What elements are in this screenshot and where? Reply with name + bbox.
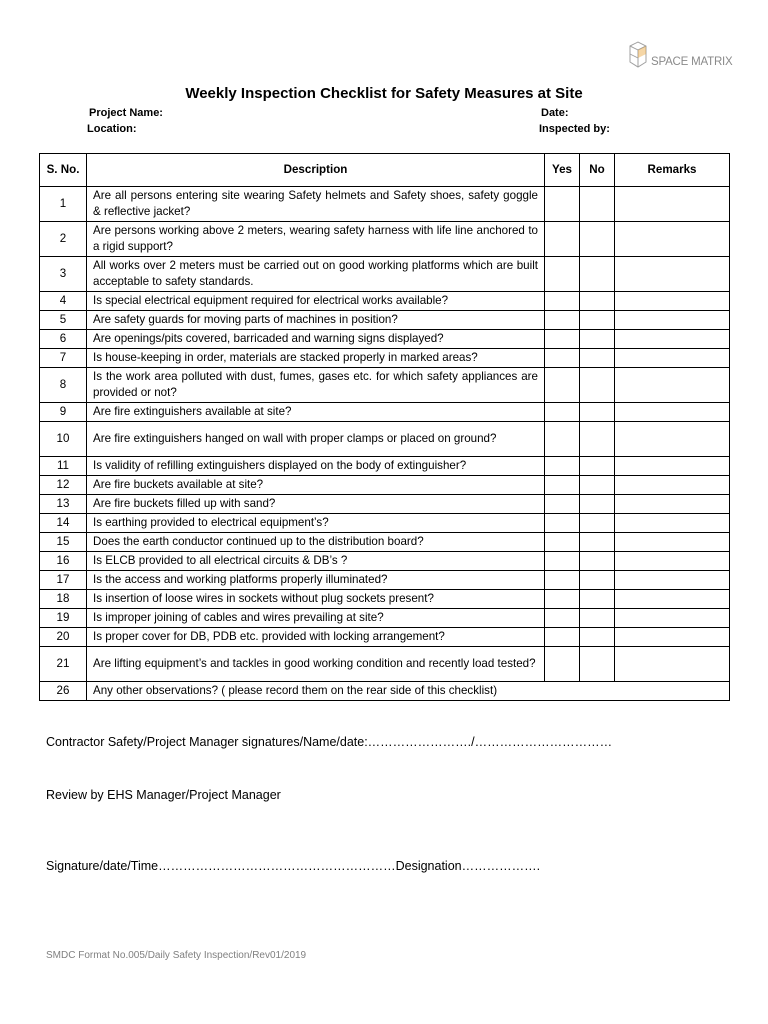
row-number: 21: [40, 647, 87, 682]
row-description: Are openings/pits covered, barricaded and warning signs displayed?: [87, 330, 545, 349]
yes-cell[interactable]: [545, 330, 580, 349]
table-row: [40, 257, 730, 292]
row-description: All works over 2 meters must be carried out on good working platforms which are built acceptable to safety standards.: [87, 257, 545, 292]
table-row: [40, 628, 730, 647]
remarks-cell[interactable]: [615, 403, 730, 422]
no-cell[interactable]: [580, 533, 615, 552]
yes-cell[interactable]: [545, 552, 580, 571]
row-description: Is the access and working platforms properly illuminated?: [87, 571, 545, 590]
table-row: [40, 368, 730, 403]
table-row: [40, 292, 730, 311]
row-number: 7: [40, 349, 87, 368]
table-row: [40, 609, 730, 628]
yes-cell[interactable]: [545, 422, 580, 457]
space-matrix-logo-icon: [627, 40, 649, 70]
table-row: [40, 330, 730, 349]
row-description: Are fire extinguishers hanged on wall with proper clamps or placed on ground?: [87, 422, 545, 457]
remarks-cell[interactable]: [615, 495, 730, 514]
format-footer: SMDC Format No.005/Daily Safety Inspection/Rev01/2019: [46, 950, 307, 961]
yes-cell[interactable]: [545, 403, 580, 422]
table-row: [40, 590, 730, 609]
row-description: Are fire extinguishers available at site?: [87, 403, 545, 422]
row-description: Any other observations? ( please record them on the rear side of this checklist): [87, 682, 730, 701]
remarks-cell[interactable]: [615, 422, 730, 457]
row-number: 9: [40, 403, 87, 422]
row-number: 10: [40, 422, 87, 457]
row-number: 3: [40, 257, 87, 292]
row-description: Are lifting equipment’s and tackles in good working condition and recently load tested?: [87, 647, 545, 682]
table-row: [40, 552, 730, 571]
no-cell[interactable]: [580, 590, 615, 609]
date-label: Date:: [541, 107, 569, 119]
table-row: [40, 403, 730, 422]
page-title: Weekly Inspection Checklist for Safety Measures at Site: [185, 85, 583, 102]
row-number: 5: [40, 311, 87, 330]
contractor-signature-line: Contractor Safety/Project Manager signatures/Name/date:……………………./……………………………: [46, 735, 613, 749]
yes-cell[interactable]: [545, 514, 580, 533]
table-row: [40, 187, 730, 222]
yes-cell[interactable]: [545, 311, 580, 330]
table-row: [40, 222, 730, 257]
row-number: 13: [40, 495, 87, 514]
row-description: Is validity of refilling extinguishers displayed on the body of extinguisher?: [87, 457, 545, 476]
no-cell[interactable]: [580, 476, 615, 495]
yes-cell[interactable]: [545, 628, 580, 647]
row-number: 2: [40, 222, 87, 257]
yes-cell[interactable]: [545, 533, 580, 552]
signature-designation-line: Signature/date/Time…………………………………………………Designation……………….: [46, 859, 541, 873]
table-row: [40, 311, 730, 330]
row-number: 8: [40, 368, 87, 403]
remarks-cell[interactable]: [615, 628, 730, 647]
table-header-row: [40, 154, 730, 187]
no-cell[interactable]: [580, 257, 615, 292]
remarks-cell[interactable]: [615, 349, 730, 368]
table-row: [40, 533, 730, 552]
remarks-cell[interactable]: [615, 292, 730, 311]
no-cell[interactable]: [580, 457, 615, 476]
yes-cell[interactable]: [545, 647, 580, 682]
ehs-review-line: Review by EHS Manager/Project Manager: [46, 788, 281, 802]
table-row: [40, 682, 730, 701]
remarks-cell[interactable]: [615, 590, 730, 609]
no-cell[interactable]: [580, 422, 615, 457]
no-cell[interactable]: [580, 187, 615, 222]
table-row: [40, 495, 730, 514]
no-cell[interactable]: [580, 628, 615, 647]
yes-cell[interactable]: [545, 222, 580, 257]
remarks-cell[interactable]: [615, 222, 730, 257]
no-cell[interactable]: [580, 403, 615, 422]
row-number: 12: [40, 476, 87, 495]
table-row: [40, 349, 730, 368]
row-number: 14: [40, 514, 87, 533]
row-description: Is house-keeping in order, materials are stacked properly in marked areas?: [87, 349, 545, 368]
remarks-cell[interactable]: [615, 368, 730, 403]
remarks-cell[interactable]: [615, 609, 730, 628]
row-description: Is earthing provided to electrical equipment’s?: [87, 514, 545, 533]
yes-cell[interactable]: [545, 476, 580, 495]
yes-cell[interactable]: [545, 571, 580, 590]
row-number: 16: [40, 552, 87, 571]
row-number: 20: [40, 628, 87, 647]
table-row: [40, 476, 730, 495]
row-description: Is the work area polluted with dust, fumes, gases etc. for which safety appliances are provided or not?: [87, 368, 545, 403]
remarks-cell[interactable]: [615, 476, 730, 495]
remarks-cell[interactable]: [615, 311, 730, 330]
remarks-cell[interactable]: [615, 187, 730, 222]
yes-cell[interactable]: [545, 368, 580, 403]
remarks-cell[interactable]: [615, 533, 730, 552]
table-row: [40, 457, 730, 476]
row-description: Are safety guards for moving parts of machines in position?: [87, 311, 545, 330]
yes-cell[interactable]: [545, 590, 580, 609]
no-cell[interactable]: [580, 222, 615, 257]
row-number: 15: [40, 533, 87, 552]
inspection-checklist-table: [39, 153, 730, 701]
no-cell[interactable]: [580, 514, 615, 533]
row-number: 17: [40, 571, 87, 590]
row-description: Is improper joining of cables and wires prevailing at site?: [87, 609, 545, 628]
yes-cell[interactable]: [545, 609, 580, 628]
table-row: [40, 647, 730, 682]
yes-cell[interactable]: [545, 292, 580, 311]
col-header-no: No: [580, 154, 615, 187]
yes-cell[interactable]: [545, 457, 580, 476]
row-description: Is proper cover for DB, PDB etc. provided with locking arrangement?: [87, 628, 545, 647]
logo-text: SPACE MATRIX: [651, 56, 733, 68]
row-description: Are all persons entering site wearing Safety helmets and Safety shoes, safety goggle & reflective jacket?: [87, 187, 545, 222]
col-header-description: Description: [87, 154, 545, 187]
remarks-cell[interactable]: [615, 514, 730, 533]
no-cell[interactable]: [580, 571, 615, 590]
row-description: Are fire buckets filled up with sand?: [87, 495, 545, 514]
yes-cell[interactable]: [545, 495, 580, 514]
row-number: 6: [40, 330, 87, 349]
table-row: [40, 571, 730, 590]
row-number: 18: [40, 590, 87, 609]
col-header-yes: Yes: [545, 154, 580, 187]
no-cell[interactable]: [580, 311, 615, 330]
row-description: Is ELCB provided to all electrical circuits & DB’s ?: [87, 552, 545, 571]
row-number: 4: [40, 292, 87, 311]
row-description: Is special electrical equipment required for electrical works available?: [87, 292, 545, 311]
row-description: Are persons working above 2 meters, wearing safety harness with life line anchored to a rigid support?: [87, 222, 545, 257]
row-number: 11: [40, 457, 87, 476]
no-cell[interactable]: [580, 292, 615, 311]
inspected-by-label: Inspected by:: [539, 123, 610, 135]
project-name-label: Project Name:: [89, 107, 163, 119]
col-header-remarks: Remarks: [615, 154, 730, 187]
table-row: [40, 514, 730, 533]
yes-cell[interactable]: [545, 257, 580, 292]
table-row: [40, 422, 730, 457]
remarks-cell[interactable]: [615, 552, 730, 571]
no-cell[interactable]: [580, 609, 615, 628]
no-cell[interactable]: [580, 647, 615, 682]
row-number: 26: [40, 682, 87, 701]
row-description: Are fire buckets available at site?: [87, 476, 545, 495]
row-description: Is insertion of loose wires in sockets without plug sockets present?: [87, 590, 545, 609]
col-header-sno: S. No.: [40, 154, 87, 187]
no-cell[interactable]: [580, 368, 615, 403]
remarks-cell[interactable]: [615, 571, 730, 590]
row-number: 19: [40, 609, 87, 628]
no-cell[interactable]: [580, 495, 615, 514]
remarks-cell[interactable]: [615, 257, 730, 292]
no-cell[interactable]: [580, 330, 615, 349]
remarks-cell[interactable]: [615, 647, 730, 682]
yes-cell[interactable]: [545, 187, 580, 222]
yes-cell[interactable]: [545, 349, 580, 368]
remarks-cell[interactable]: [615, 330, 730, 349]
no-cell[interactable]: [580, 349, 615, 368]
company-logo: [627, 40, 737, 74]
row-description: Does the earth conductor continued up to the distribution board?: [87, 533, 545, 552]
location-label: Location:: [87, 123, 137, 135]
remarks-cell[interactable]: [615, 457, 730, 476]
row-number: 1: [40, 187, 87, 222]
no-cell[interactable]: [580, 552, 615, 571]
